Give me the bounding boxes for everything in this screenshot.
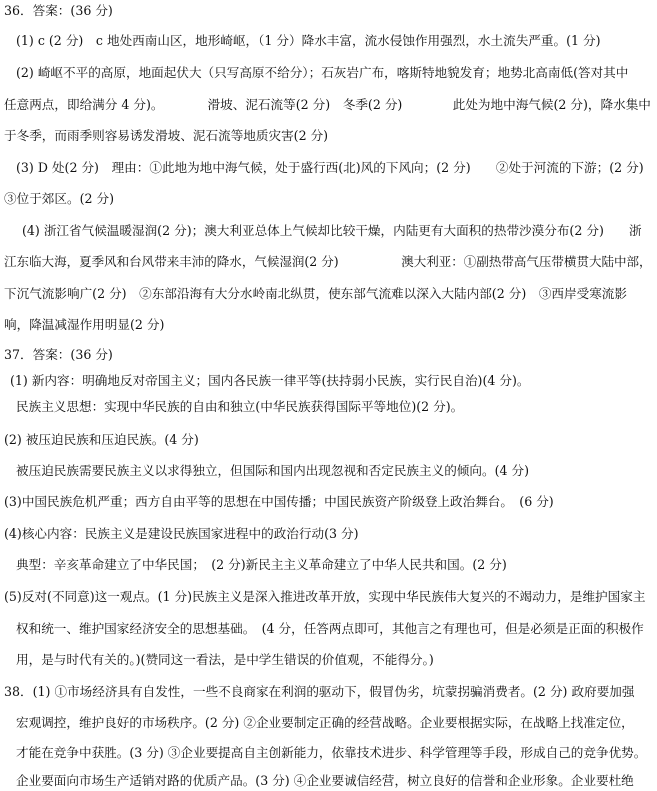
q37-part4-line2: 典型：辛亥革命建立了中华民国； (2 分)新民主主义革命建立了中华人民共和国。(2 分) [16,557,507,572]
q37-heading: 37．答案：(36 分) [4,347,113,362]
q36-part4-line3: 下沉气流影响广(2 分) ②东部沿海有大分水岭南北纵贯，使东部气流难以深入大陆内部(2 分) ③西岸受寒流影 [4,286,627,301]
q38-line1: 38．(1) ①市场经济具有自发性，一些不良商家在利润的驱动下，假冒伪劣，坑蒙拐骗消费者。(2 分) 政府要加强 [4,684,635,699]
q37-part4-line1: (4)核心内容：民族主义是建设民族国家进程中的政治行动(3 分) [4,526,359,541]
q36-heading: 36．答案：(36 分) [4,3,113,18]
q36-part4-line1: (4) 浙江省气候温暖湿润(2 分)；澳大利亚总体上气候却比较干燥，内陆更有大面积的热带沙漠分布(2 分) 浙 [22,223,642,238]
q36-part2-line2: 任意两点，即给满分 4 分)。 滑坡、泥石流等(2 分) 冬季(2 分) 此处为地中海气候(2 分)，降水集中 [4,97,651,112]
q38-line4: 企业要面向市场生产适销对路的优质产品。(3 分) ④企业要诚信经营，树立良好的信誉和企业形象。企业要杜绝 [16,773,634,788]
q37-part3: (3)中国民族危机严重；西方自由平等的思想在中国传播；中国民族资产阶级登上政治舞台。 (6 分) [4,494,554,509]
q36-part2-line1: (2) 崎岖不平的高原，地面起伏大（只写高原不给分）；石灰岩广布，喀斯特地貌发育；地势北高南低(答对其中 [16,65,629,80]
q36-part3-line2: ③位于郊区。(2 分) [4,191,114,206]
q36-part2-line3: 于冬季，而雨季则容易诱发滑坡、泥石流等地质灾害(2 分) [4,128,329,143]
q38-line2: 宏观调控，维护良好的市场秩序。(2 分) ②企业要制定正确的经营战略。企业要根据实际，在战略上找准定位， [16,715,634,730]
q37-part1-line2: 民族主义思想：实现中华民族的自由和独立(中华民族获得国际平等地位)(2 分)。 [16,399,464,414]
q37-part5-line3: 用，是与时代有关的。)(赞同这一看法，是中学生错误的价值观，不能得分。) [16,652,434,667]
q37-part5-line2: 权和统一、维护国家经济安全的思想基础。 (4 分，任答两点即可，其他言之有理也可，但是必须是正面的积极作 [16,621,644,636]
q36-part1: (1) c (2 分) c 地处西南山区，地形崎岖，（1 分）降水丰富，流水侵蚀作用强烈，水土流失严重。(1 分) [16,33,601,48]
q36-part4-line4: 响，降温减湿作用明显(2 分) [4,317,165,332]
q36-part3-line1: (3) D 处(2 分) 理由：①此地为地中海气候，处于盛行西(北)风的下风向；(2 分) ②处于河流的下游；(2 分) [16,160,644,175]
q37-part1-line1: (1) 新内容：明确地反对帝国主义；国内各民族一律平等(扶持弱小民族，实行民自治)(4 分)。 [10,373,530,388]
q36-part4-line2: 江东临大海，夏季风和台风带来丰沛的降水，气候湿润(2 分) 澳大利亚：①副热带高气压带横贯大陆中部， [4,254,652,269]
q37-part2-line1: (2) 被压迫民族和压迫民族。(4 分) [4,432,199,447]
q38-line3: 才能在竞争中获胜。(3 分) ③企业要提高自主创新能力，依靠技术进步、科学管理等手段，形成自己的竞争优势。 [16,745,647,760]
q37-part5-line1: (5)反对(不同意)这一观点。(1 分)民族主义是深入推进改革开放，实现中华民族伟大复兴的不竭动力，是维护国家主 [4,589,646,604]
q37-part2-line2: 被压迫民族需要民族主义以求得独立，但国际和国内出现忽视和否定民族主义的倾向。(4 分) [16,463,529,478]
